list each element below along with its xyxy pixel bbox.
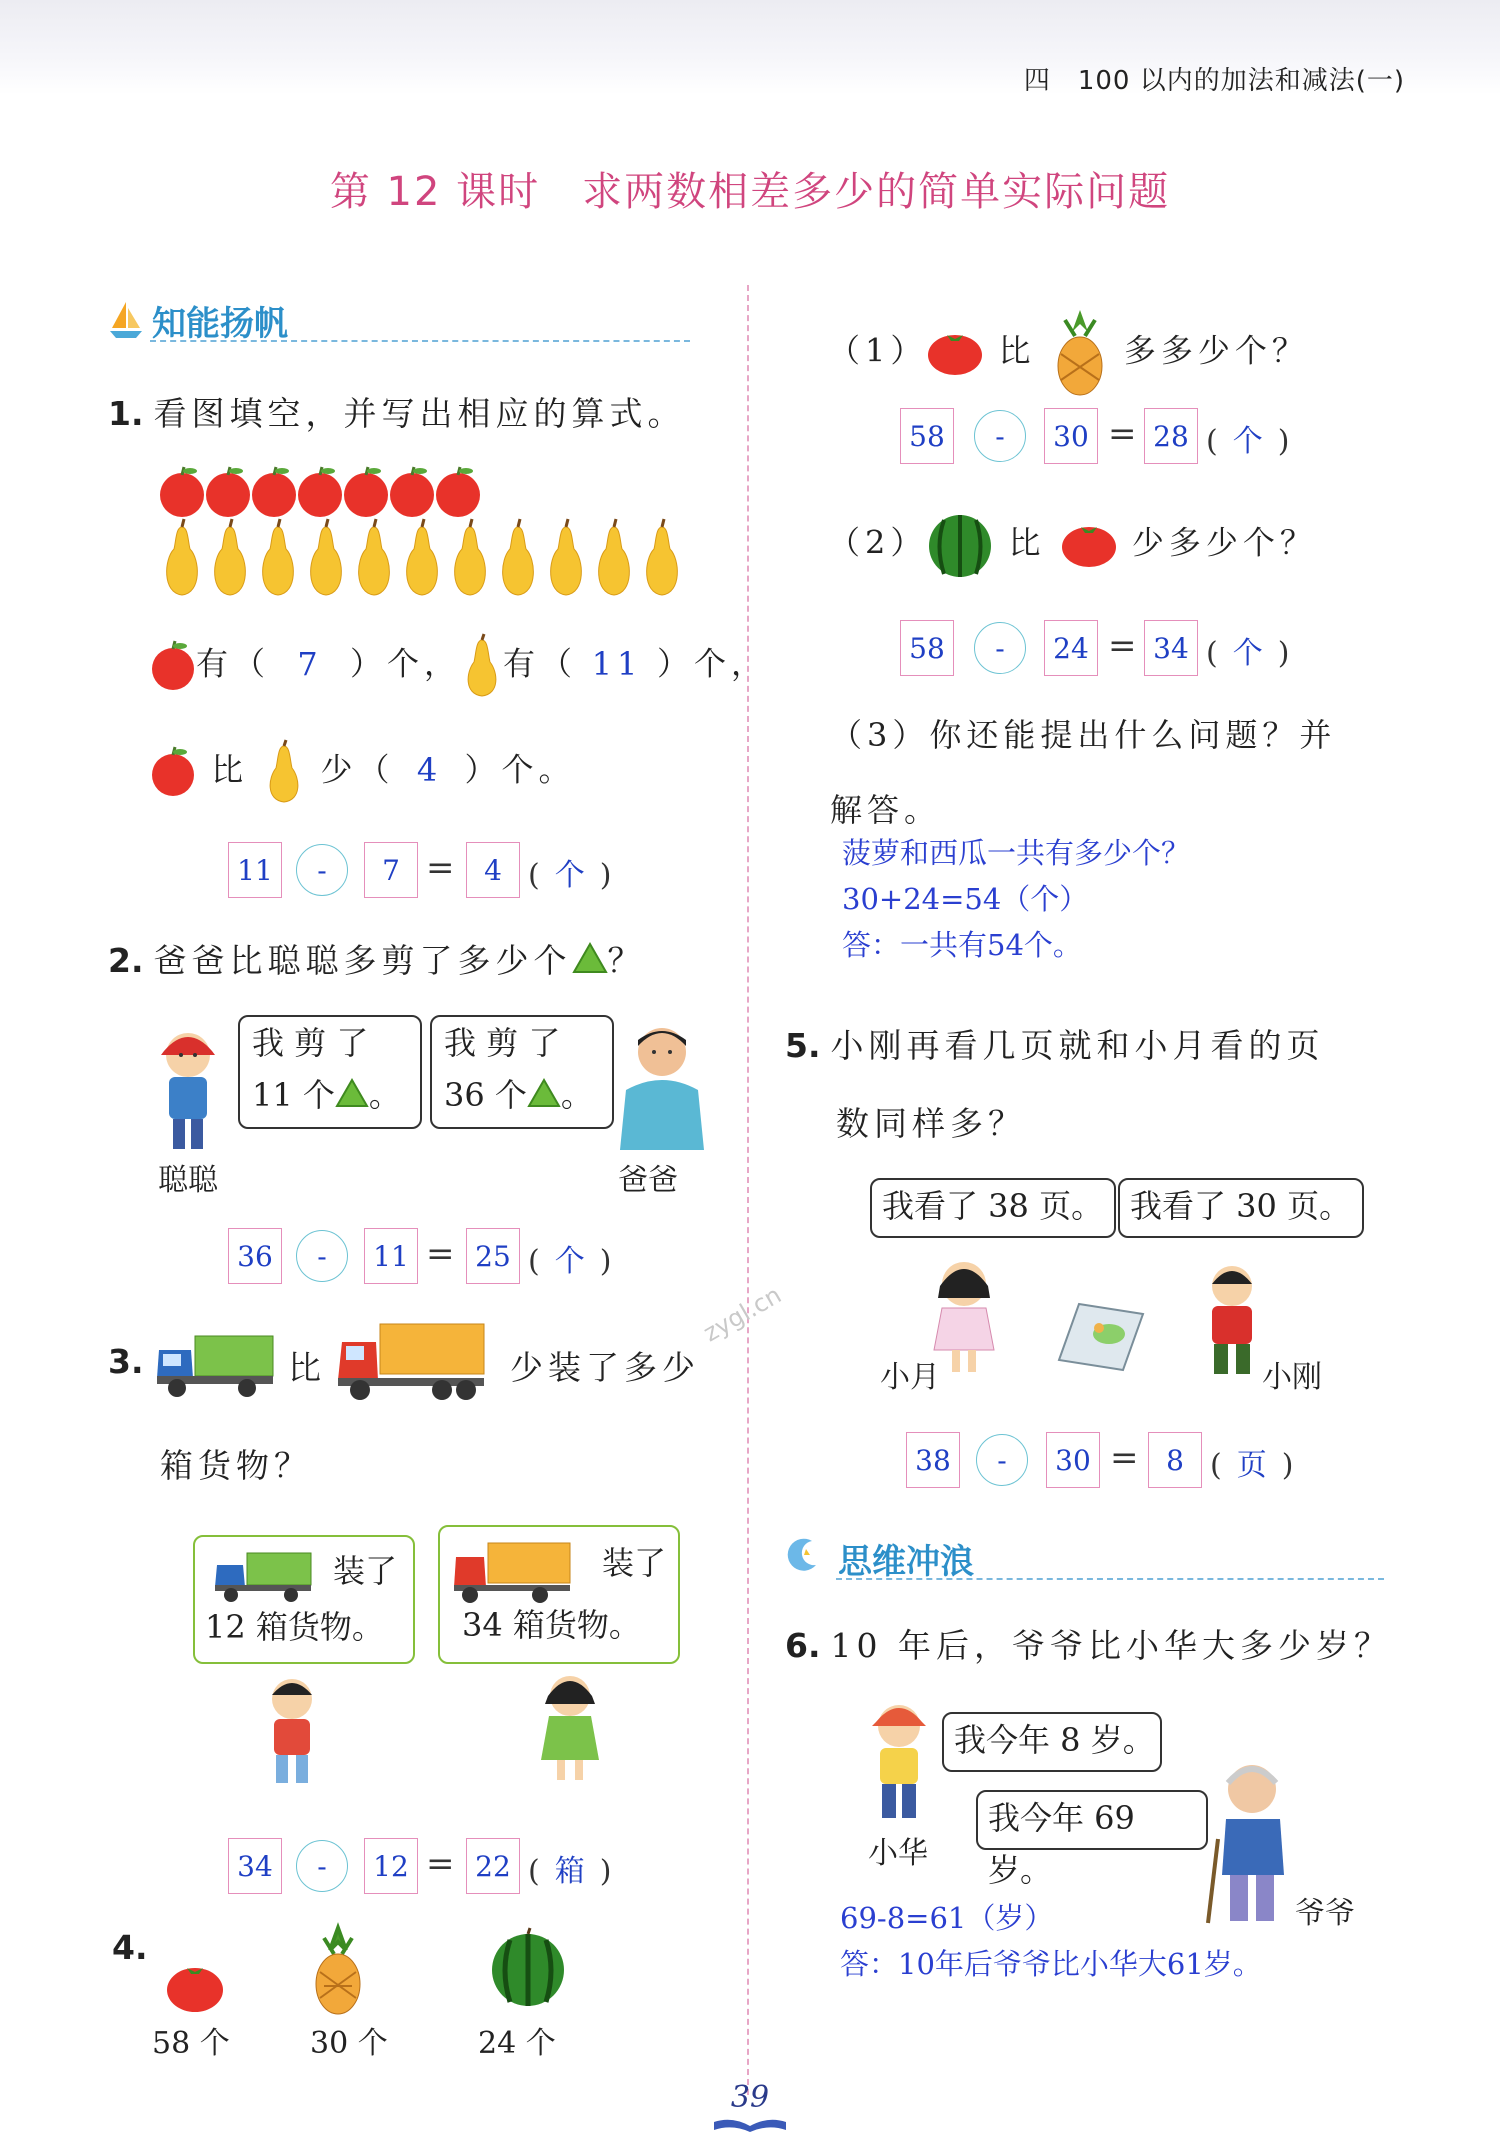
name-xiaoyue: 小月 bbox=[880, 1360, 940, 1395]
q6-text: 10 年后，爷爷比小华大多少岁？ bbox=[830, 1626, 1392, 1665]
q1-apple-count: 7 bbox=[297, 644, 323, 683]
small-truck-icon bbox=[213, 1549, 313, 1603]
pear bbox=[503, 519, 534, 595]
eq-unit: ( 页 ) bbox=[1210, 1448, 1294, 1483]
eq-operator: - bbox=[974, 622, 1026, 674]
q5-prompt-line2: 数同样多？ bbox=[836, 1104, 1026, 1143]
pineapple-icon bbox=[310, 1928, 366, 2016]
eq-operand-b: 24 bbox=[1044, 620, 1098, 676]
eq-operator: - bbox=[976, 1434, 1028, 1486]
q3-bubble-big-truck: 装了 34 箱货物。 bbox=[438, 1525, 680, 1664]
pear bbox=[599, 519, 630, 595]
triangle-icon bbox=[335, 1078, 369, 1108]
name-yeye: 爷爷 bbox=[1295, 1896, 1355, 1931]
name-xiaogang: 小刚 bbox=[1262, 1360, 1322, 1395]
book-open-icon bbox=[712, 2118, 788, 2134]
q5-bubble-xiaogang: 我看了 30 页。 bbox=[1118, 1178, 1364, 1238]
pear bbox=[263, 519, 294, 595]
q6-handwritten-answer: 69-8=61（岁） 答：10年后爷爷比小华大61岁。 bbox=[840, 1901, 1262, 1981]
apple-row bbox=[160, 467, 480, 517]
equals-sign: = bbox=[426, 1844, 455, 1884]
equals-sign: = bbox=[1108, 626, 1137, 666]
apple bbox=[344, 467, 388, 517]
eq-result: 8 bbox=[1148, 1432, 1202, 1488]
eq-result: 25 bbox=[466, 1228, 520, 1284]
eq-unit: ( 个 ) bbox=[528, 1244, 612, 1279]
pear bbox=[215, 519, 246, 595]
eq-operand-a: 36 bbox=[228, 1228, 282, 1284]
eq-unit: ( 个 ) bbox=[528, 858, 612, 893]
eq-operand-b: 12 bbox=[364, 1838, 418, 1894]
q1-line2: 比 少（ 4 ）个。 bbox=[150, 740, 576, 804]
eq-operator: - bbox=[974, 410, 1026, 462]
eq-result: 34 bbox=[1144, 620, 1198, 676]
tomato-icon bbox=[927, 331, 983, 375]
section-underline-left bbox=[150, 340, 690, 342]
q2-text: 爸爸比聪聪多剪了多少个 bbox=[153, 941, 572, 980]
apple bbox=[436, 467, 480, 517]
tomato-icon bbox=[1061, 523, 1117, 567]
q1-text: 看图填空，并写出相应的算式。 bbox=[153, 394, 686, 433]
small-truck-icon bbox=[155, 1330, 275, 1400]
boy-congcong-figure bbox=[155, 1025, 221, 1155]
q3-equation bbox=[228, 1838, 688, 1898]
section-title-right: 思维冲浪 bbox=[838, 1542, 974, 1582]
q2-bubble-baba: 我 剪 了 36 个 。 bbox=[430, 1015, 614, 1129]
q3-number: 3. bbox=[108, 1342, 144, 1381]
eq-operand-a: 38 bbox=[906, 1432, 960, 1488]
q3-bi: 比 bbox=[288, 1348, 326, 1387]
pear bbox=[455, 519, 486, 595]
equals-sign: = bbox=[1110, 1438, 1139, 1478]
book-icon bbox=[1055, 1300, 1147, 1372]
eq-operand-a: 58 bbox=[900, 620, 954, 676]
q1-equation bbox=[228, 842, 688, 902]
eq-operand-a: 11 bbox=[228, 842, 282, 898]
q6-bubble-xiaohua: 我今年 8 岁。 bbox=[942, 1712, 1162, 1772]
q5-bubble-xiaoyue: 我看了 38 页。 bbox=[870, 1178, 1116, 1238]
tomato-icon bbox=[165, 1960, 225, 2012]
pear-row bbox=[167, 519, 678, 595]
name-xiaohua: 小华 bbox=[868, 1836, 928, 1871]
q4-number: 4. bbox=[112, 1928, 148, 1967]
apple bbox=[252, 467, 296, 517]
equals-sign: = bbox=[1108, 414, 1137, 454]
q4-handwritten-answer: 菠萝和西瓜一共有多少个？ 30+24=54（个） 答：一共有54个。 bbox=[842, 836, 1191, 962]
eq-unit: ( 箱 ) bbox=[528, 1854, 612, 1889]
q6-prompt: 6. 10 年后，爷爷比小华大多少岁？ bbox=[785, 1626, 1392, 1665]
q3-text1: 少装了多少 bbox=[510, 1348, 700, 1387]
eq-operator: - bbox=[296, 1230, 348, 1282]
eq-result: 4 bbox=[466, 842, 520, 898]
pear-icon bbox=[461, 634, 503, 698]
q1-number: 1. bbox=[108, 394, 144, 433]
dad-figure bbox=[612, 1020, 712, 1150]
name-congcong: 聪聪 bbox=[158, 1163, 218, 1198]
section-header-right bbox=[782, 1535, 822, 1579]
watermark: zygl.cn bbox=[698, 1280, 787, 1348]
q2-equation bbox=[228, 1228, 688, 1288]
q4-tomato-count: 58 个 bbox=[152, 2026, 230, 2061]
boy-xiaogang-figure bbox=[1200, 1262, 1264, 1378]
equals-sign: = bbox=[426, 1234, 455, 1274]
q3-bubble-small-truck: 装了 12 箱货物。 bbox=[193, 1535, 415, 1664]
q4-eq2 bbox=[900, 620, 1360, 680]
apple-icon bbox=[150, 641, 196, 691]
big-truck-icon bbox=[336, 1320, 486, 1405]
apple bbox=[298, 467, 342, 517]
apple bbox=[390, 467, 434, 517]
pear-icon bbox=[263, 740, 305, 804]
q1-pear-count: 11 bbox=[591, 644, 643, 683]
q3-text2: 箱货物？ bbox=[160, 1446, 312, 1485]
q6-bubble-yeye: 我今年 69 岁。 bbox=[976, 1790, 1208, 1850]
q4-pineapple-count: 30 个 bbox=[310, 2026, 388, 2061]
eq-operator: - bbox=[296, 844, 348, 896]
watermelon-icon bbox=[490, 1928, 566, 2008]
pear bbox=[407, 519, 438, 595]
sailboat-icon bbox=[108, 298, 144, 338]
q4-p1: （1） 比 多多少个？ bbox=[828, 310, 1309, 396]
pear bbox=[167, 519, 198, 595]
watermelon-icon bbox=[927, 510, 993, 580]
q4-p2: （2） 比 少多少个？ bbox=[828, 510, 1317, 580]
pineapple-icon bbox=[1051, 310, 1109, 396]
pear bbox=[647, 519, 678, 595]
q4-p3-line2: 解答。 bbox=[830, 791, 942, 829]
q5-equation bbox=[906, 1432, 1366, 1492]
q4-watermelon-count: 24 个 bbox=[478, 2026, 556, 2061]
section-title-left: 知能扬帆 bbox=[152, 304, 288, 344]
apple bbox=[206, 467, 250, 517]
triangle-icon bbox=[527, 1078, 561, 1108]
eq-operand-b: 30 bbox=[1044, 408, 1098, 464]
q1-prompt bbox=[108, 388, 686, 435]
eq-operator: - bbox=[296, 1840, 348, 1892]
big-truck-icon bbox=[452, 1539, 572, 1599]
apple bbox=[160, 467, 204, 517]
q2-bubble-congcong: 我 剪 了 11 个 。 bbox=[238, 1015, 422, 1129]
eq-result: 28 bbox=[1144, 408, 1198, 464]
equals-sign: = bbox=[426, 848, 455, 888]
eq-operand-b: 11 bbox=[364, 1228, 418, 1284]
lesson-title: 第 12 课时 求两数相差多少的简单实际问题 bbox=[329, 169, 1171, 215]
eq-unit: ( 个 ) bbox=[1206, 636, 1290, 671]
section-header-left bbox=[108, 298, 144, 342]
q5-prompt-line1: 5. 小刚再看几页就和小月看的页 bbox=[785, 1026, 1325, 1065]
q1-diff: 4 bbox=[416, 750, 443, 789]
name-baba: 爸爸 bbox=[618, 1163, 678, 1198]
column-divider bbox=[747, 285, 749, 2095]
boy-figure bbox=[262, 1675, 322, 1787]
eq-operand-b: 7 bbox=[364, 842, 418, 898]
eq-result: 22 bbox=[466, 1838, 520, 1894]
pear bbox=[551, 519, 582, 595]
pear bbox=[311, 519, 342, 595]
pear bbox=[359, 519, 390, 595]
page-number: 39 bbox=[730, 2080, 770, 2115]
eq-operand-b: 30 bbox=[1046, 1432, 1100, 1488]
triangle-icon bbox=[572, 942, 608, 974]
q1-fruit-picture bbox=[160, 465, 720, 605]
wave-icon bbox=[782, 1535, 822, 1575]
boy-xiaohua-figure bbox=[866, 1698, 932, 1823]
section-underline-right bbox=[836, 1578, 1384, 1580]
q1-line1: 有（ 7 ）个， 有（ 11 ）个， bbox=[150, 634, 768, 698]
eq-operand-a: 34 bbox=[228, 1838, 282, 1894]
q4-eq1 bbox=[900, 408, 1360, 468]
q4-p3-line1: （3）你还能提出什么问题？并 bbox=[830, 716, 1337, 754]
girl-figure bbox=[535, 1670, 605, 1782]
chapter-header: 四 100 以内的加法和减法(一) bbox=[1023, 66, 1405, 96]
eq-unit: ( 个 ) bbox=[1206, 424, 1290, 459]
q2-prompt: 2. 爸爸比聪聪多剪了多少个 ？ bbox=[108, 941, 646, 980]
eq-operand-a: 58 bbox=[900, 408, 954, 464]
apple-icon bbox=[150, 747, 196, 797]
